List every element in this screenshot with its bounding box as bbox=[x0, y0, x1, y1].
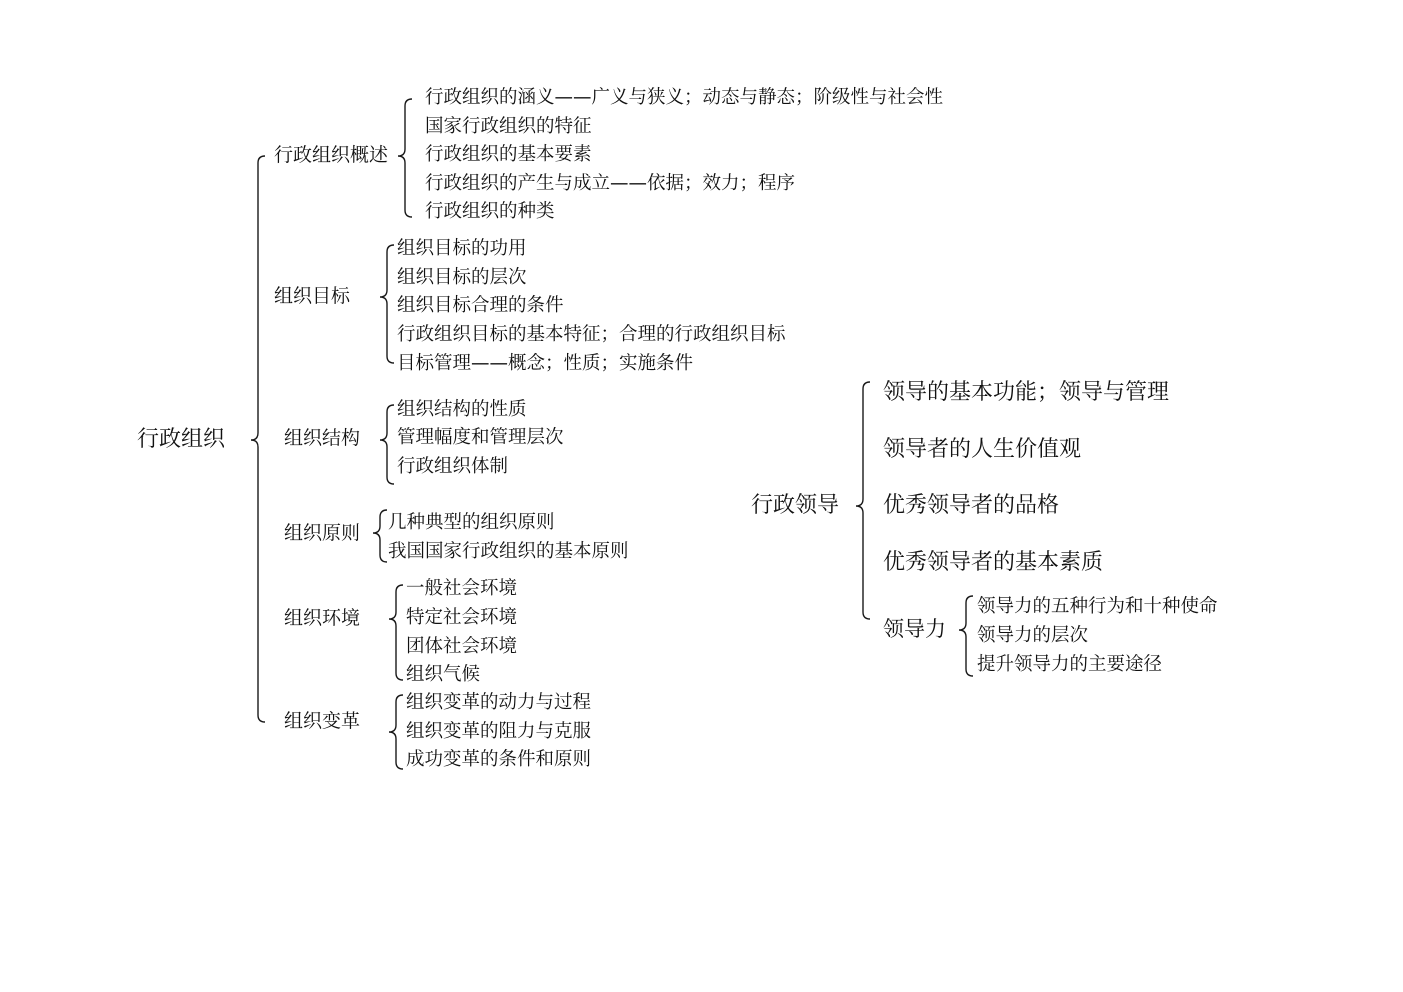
leaf-item: 行政组织的产生与成立——依据；效力；程序 bbox=[425, 173, 796, 194]
section-label-environment: 组织环境 bbox=[284, 607, 361, 629]
leaf-item: 组织气候 bbox=[406, 664, 481, 685]
leaf-item: 组织变革的动力与过程 bbox=[406, 692, 592, 713]
brace-goals bbox=[380, 245, 394, 363]
leaf-item: 行政组织目标的基本特征；合理的行政组织目标 bbox=[397, 324, 786, 345]
leadership-item: 领导的基本功能；领导与管理 bbox=[883, 380, 1170, 405]
root-node-admin-organization: 行政组织 bbox=[137, 427, 226, 452]
brace-change bbox=[389, 695, 403, 769]
leaf-item: 管理幅度和管理层次 bbox=[397, 427, 564, 448]
brace-environment bbox=[389, 585, 403, 680]
leaf-item: 组织目标的功用 bbox=[397, 238, 527, 259]
brace-leadership-power bbox=[959, 596, 973, 676]
section-label-structure: 组织结构 bbox=[284, 427, 361, 449]
leaf-item: 行政组织的基本要素 bbox=[425, 144, 592, 165]
leadership-power-label: 领导力 bbox=[883, 617, 946, 641]
brace-overview bbox=[398, 99, 412, 217]
section-label-goals: 组织目标 bbox=[274, 285, 351, 307]
leaf-item: 组织结构的性质 bbox=[397, 399, 527, 420]
leaf-item: 几种典型的组织原则 bbox=[388, 512, 555, 533]
leadership-power-item: 领导力的五种行为和十种使命 bbox=[977, 596, 1218, 617]
leadership-item: 优秀领导者的基本素质 bbox=[883, 550, 1104, 575]
root-node-admin-leadership: 行政领导 bbox=[751, 493, 840, 518]
section-label-change: 组织变革 bbox=[284, 710, 361, 732]
leaf-item: 组织变革的阻力与克服 bbox=[406, 721, 592, 742]
leaf-item: 行政组织的种类 bbox=[425, 201, 555, 222]
brace-principles bbox=[373, 510, 387, 562]
leaf-item: 行政组织的涵义——广义与狭义；动态与静态；阶级性与社会性 bbox=[425, 87, 944, 108]
leadership-item: 优秀领导者的品格 bbox=[883, 493, 1060, 518]
leaf-item: 我国国家行政组织的基本原则 bbox=[388, 541, 629, 562]
leaf-item: 组织目标的层次 bbox=[397, 267, 527, 288]
section-label-principles: 组织原则 bbox=[284, 522, 361, 544]
leadership-item: 领导者的人生价值观 bbox=[883, 437, 1082, 462]
brace-root-right bbox=[856, 382, 870, 619]
brace-root-left bbox=[251, 156, 265, 722]
leaf-item: 目标管理——概念；性质；实施条件 bbox=[397, 353, 694, 374]
leadership-power-item: 提升领导力的主要途径 bbox=[977, 654, 1163, 675]
leaf-item: 一般社会环境 bbox=[406, 578, 518, 599]
leaf-item: 特定社会环境 bbox=[406, 607, 518, 628]
brace-structure bbox=[380, 405, 394, 484]
leaf-item: 组织目标合理的条件 bbox=[397, 295, 564, 316]
section-label-overview: 行政组织概述 bbox=[274, 144, 389, 166]
leaf-item: 行政组织体制 bbox=[397, 456, 509, 477]
leadership-power-item: 领导力的层次 bbox=[977, 625, 1089, 646]
leaf-item: 国家行政组织的特征 bbox=[425, 116, 592, 137]
leaf-item: 团体社会环境 bbox=[406, 636, 518, 657]
leaf-item: 成功变革的条件和原则 bbox=[406, 749, 592, 770]
